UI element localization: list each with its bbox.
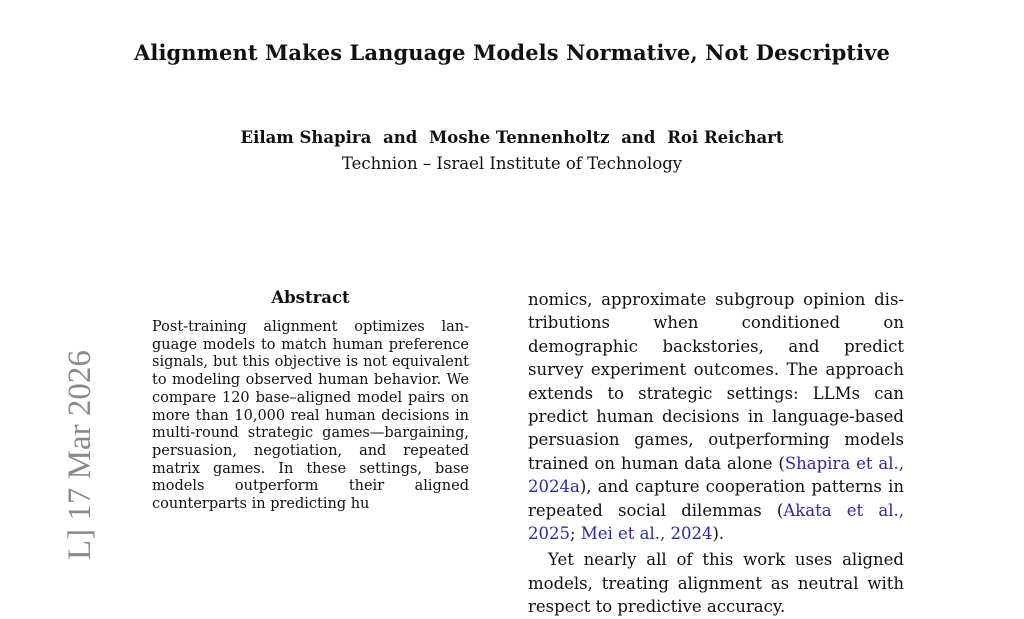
author-name: Roi Reichart (667, 128, 784, 147)
citation-link[interactable]: Mei et al., 2024 (580, 524, 713, 544)
text-run: ; (570, 524, 581, 544)
paper-title: Alignment Makes Language Models Normative, Not Descriptive (133, 40, 891, 65)
citation-link[interactable]: Shapira et al., 2024a (528, 453, 904, 497)
author-name: Eilam Shapira (240, 128, 372, 147)
author-separator: and (383, 128, 418, 147)
author-name: Moshe Tennenholtz (429, 128, 610, 147)
arxiv-side-stamp (18, 300, 98, 560)
body-column-right (528, 288, 904, 619)
author-separator: and (621, 128, 656, 147)
text-run: ). (712, 524, 725, 544)
abstract-section (152, 288, 469, 514)
citation-link[interactable]: Akata et al., 2025 (528, 500, 904, 544)
text-run: nomics, approximate subgroup opinion distributions when conditioned on demographic backstories, and predict survey experiment outcomes. The approach extends to strategic settings: LLMs can predict human decisions in language-based persuasion games, outperforming models trained on human data alone ( (528, 290, 904, 473)
paragraph: Yet nearly all of this work uses aligned models, treating alignment as neutral with respect to predictive accuracy. (528, 550, 904, 617)
abstract-text: Post-training alignment optimizes language models to match human preference signals, but this objective is not equivalent to modeling observed human behavior. We compare 120 base–aligned model pairs on more than 10,000 real human decisions in multi-round strategic games—bargaining, persuasion, negotiation, and repeated matrix games. In these settings, base models outperform their aligned counterparts in predicting hu (152, 319, 469, 513)
author-list (0, 128, 1024, 147)
paragraph (528, 288, 904, 545)
body-text (528, 288, 904, 619)
text-run: ), and capture cooperation patterns in repeated social dilemmas ( (528, 477, 904, 520)
abstract-heading: Abstract (271, 288, 350, 307)
affiliation: Technion – Israel Institute of Technology (341, 154, 683, 173)
arxiv-stamp-text: L] 17 Mar 2026 (62, 350, 98, 560)
